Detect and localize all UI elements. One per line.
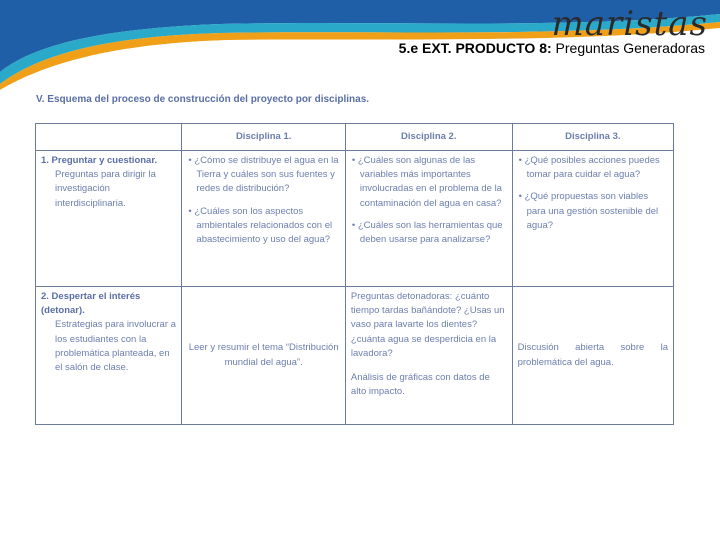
page-title-rest: Preguntas Generadoras bbox=[551, 40, 705, 56]
discipline-1-cell bbox=[182, 287, 346, 425]
header-cell-empty bbox=[36, 124, 182, 151]
activity-text: Análisis de gráficas con datos de alto impacto. bbox=[350, 372, 490, 398]
list-item: • ¿Cómo se distribuye el agua en la Tierra y cuáles son sus fuentes y redes de distribución? bbox=[188, 155, 339, 195]
table-row bbox=[36, 287, 674, 425]
table-header-row bbox=[36, 124, 674, 151]
step-description: Estrategias para involucrar a los estudiantes con la problemática planteada, en el salón de clase. bbox=[55, 319, 176, 374]
discipline-2-cell bbox=[345, 287, 512, 425]
discipline-3-cell bbox=[512, 151, 673, 287]
discipline-3-cell bbox=[512, 287, 673, 425]
step-cell bbox=[36, 151, 182, 287]
list-item: • ¿Qué posibles acciones puedes tomar para cuidar el agua? bbox=[518, 155, 660, 181]
step-title: 2. Despertar el interés (detonar). bbox=[41, 291, 141, 317]
header-cell-discipline-1: Disciplina 1. bbox=[182, 124, 346, 151]
step-title: 1. Preguntar y cuestionar. bbox=[41, 155, 158, 166]
activity-text: Preguntas detonadoras: ¿cuánto tiempo tardas bañándote? ¿Usas un vaso para lavarte los dientes?¿cuánta agua se desperdicia en la lavadora? bbox=[350, 291, 505, 359]
header-cell-discipline-2: Disciplina 2. bbox=[345, 124, 512, 151]
list-item: • ¿Cuáles son algunas de las variables más importantes involucradas en el problema de la contaminación del agua en casa? bbox=[351, 155, 502, 209]
section-heading: V. Esquema del proceso de construcción del proyecto por disciplinas. bbox=[36, 94, 370, 105]
page-title-bold: 5.e EXT. PRODUCTO 8: bbox=[398, 40, 552, 56]
discipline-2-cell bbox=[345, 151, 512, 287]
activity-text: Leer y resumir el tema “Distribución mundial del agua”. bbox=[188, 342, 339, 368]
header-cell-discipline-3: Disciplina 3. bbox=[512, 124, 673, 151]
list-item: • ¿Cuáles son las herramientas que deben usarse para analizarse? bbox=[351, 219, 503, 246]
page-title bbox=[300, 40, 705, 56]
step-description: Preguntas para dirigir la investigación interdisciplinaria. bbox=[55, 169, 156, 209]
table-row bbox=[36, 151, 674, 287]
list-item: • ¿Cuáles son los aspectos ambientales relacionados con el abastecimiento y uso del agua? bbox=[188, 205, 333, 246]
maristas-logo: maristas bbox=[551, 4, 708, 44]
activity-text: Discusión abierta sobre la problemática del agua. bbox=[517, 342, 668, 368]
list-item: • ¿Qué propuestas son viables para una gestión sostenible del agua? bbox=[518, 191, 659, 231]
discipline-1-cell bbox=[182, 151, 346, 287]
disciplines-table bbox=[35, 123, 674, 425]
step-cell bbox=[36, 287, 182, 425]
